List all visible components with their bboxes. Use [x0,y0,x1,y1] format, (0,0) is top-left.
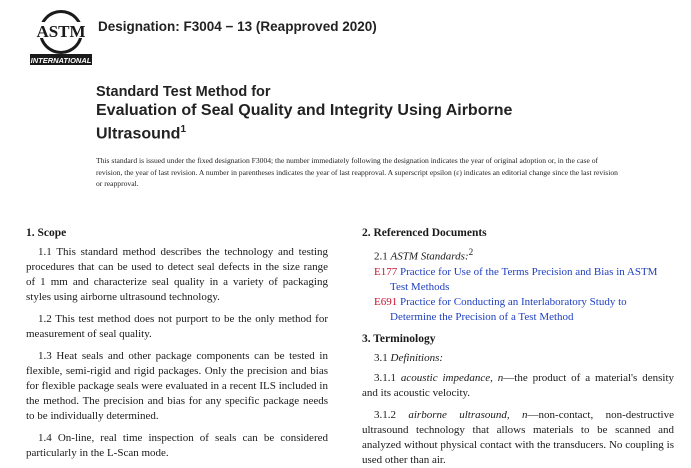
sub-number: 2.1 [374,250,388,263]
ref-title-e691[interactable]: Practice for Conducting an Interlaboratory Study to Determine the Precision of a Test Method [390,295,627,323]
title-line-2: Evaluation of Seal Quality and Integrity Using Airborne [96,102,513,119]
astm-standards-subheading [362,245,674,265]
issuance-notice: This standard is issued under the fixed designation F3004; the number immediately following the designation indicates the year of original adoption or, in the case of revision, the year of last revision. A number in parentheses indicates the year of last reapproval. A superscript epsilon (ε) indicates an editorial change since the last revision or reapproval. [96,156,618,188]
term-number: 3.1.1 [374,371,396,384]
terminology-heading: 3. Terminology [362,332,436,345]
designation: Designation: F3004 − 13 (Reapproved 2020) [98,19,377,34]
term-definition: —the product of a material's density and its acoustic velocity. [362,371,674,399]
term-name: airborne ultrasound, n [408,408,528,421]
title-line-3-text: Ultrasound [96,125,181,143]
sub-label: ASTM Standards: [390,250,469,263]
svg-text:INTERNATIONAL: INTERNATIONAL [30,56,92,65]
definitions-subheading [362,351,674,366]
def-label: Definitions: [390,351,444,364]
document-title [96,84,656,143]
ref-code-e177[interactable]: E177 [374,265,398,278]
right-column [362,226,674,468]
title-line-1: Standard Test Method for [96,84,271,100]
term-airborne-ultrasound [362,408,674,468]
ref-title-e177[interactable]: Practice for Use of the Terms Precision and Bias in ASTM Test Methods [390,265,658,293]
reference-e691[interactable] [374,295,674,325]
term-acoustic-impedance [362,371,674,401]
astm-logo [28,6,94,68]
term-definition: —non-contact, non-destructive ultrasound technology that allows materials to be scanned and analyzed without physical contact with the transducers. No coupling is used other than air. [362,408,674,466]
def-number: 3.1 [374,351,388,364]
sub-footnote-mark: 2 [468,247,474,257]
scope-heading: 1. Scope [26,227,67,239]
term-number: 3.1.2 [374,408,396,421]
term-name: acoustic impedance, n [400,371,504,384]
scope-para-1-4: 1.4 On-line, real time inspection of seals can be considered particularly in the L-Scan mode. [26,432,328,459]
scope-para-1-2: 1.2 This test method does not purport to be the only method for measurement of seal quality. [26,313,328,340]
referenced-documents-heading: 2. Referenced Documents [362,227,487,239]
title-line-3 [96,120,656,143]
scope-para-1-3: 1.3 Heat seals and other package components can be tested in flexible, semi-rigid and rigid packages. Only the precision and bias for flexible package seals were evaluated in a recent ILS included in the method. The precision and bias for any specific package needs to be individually determined. [26,350,328,422]
reference-e177[interactable] [374,265,674,295]
scope-para-1-1: 1.1 This standard method describes the technology and testing procedures that can be used to detect seal defects in the size range of 1 mm and characterize seal quality in a variety of packaging styles using airborne ultrasound technology. [26,246,328,303]
left-column [26,226,328,461]
title-footnote-mark: 1 [180,124,187,135]
ref-code-e691[interactable]: E691 [374,295,398,308]
svg-text:ASTM: ASTM [36,22,86,41]
